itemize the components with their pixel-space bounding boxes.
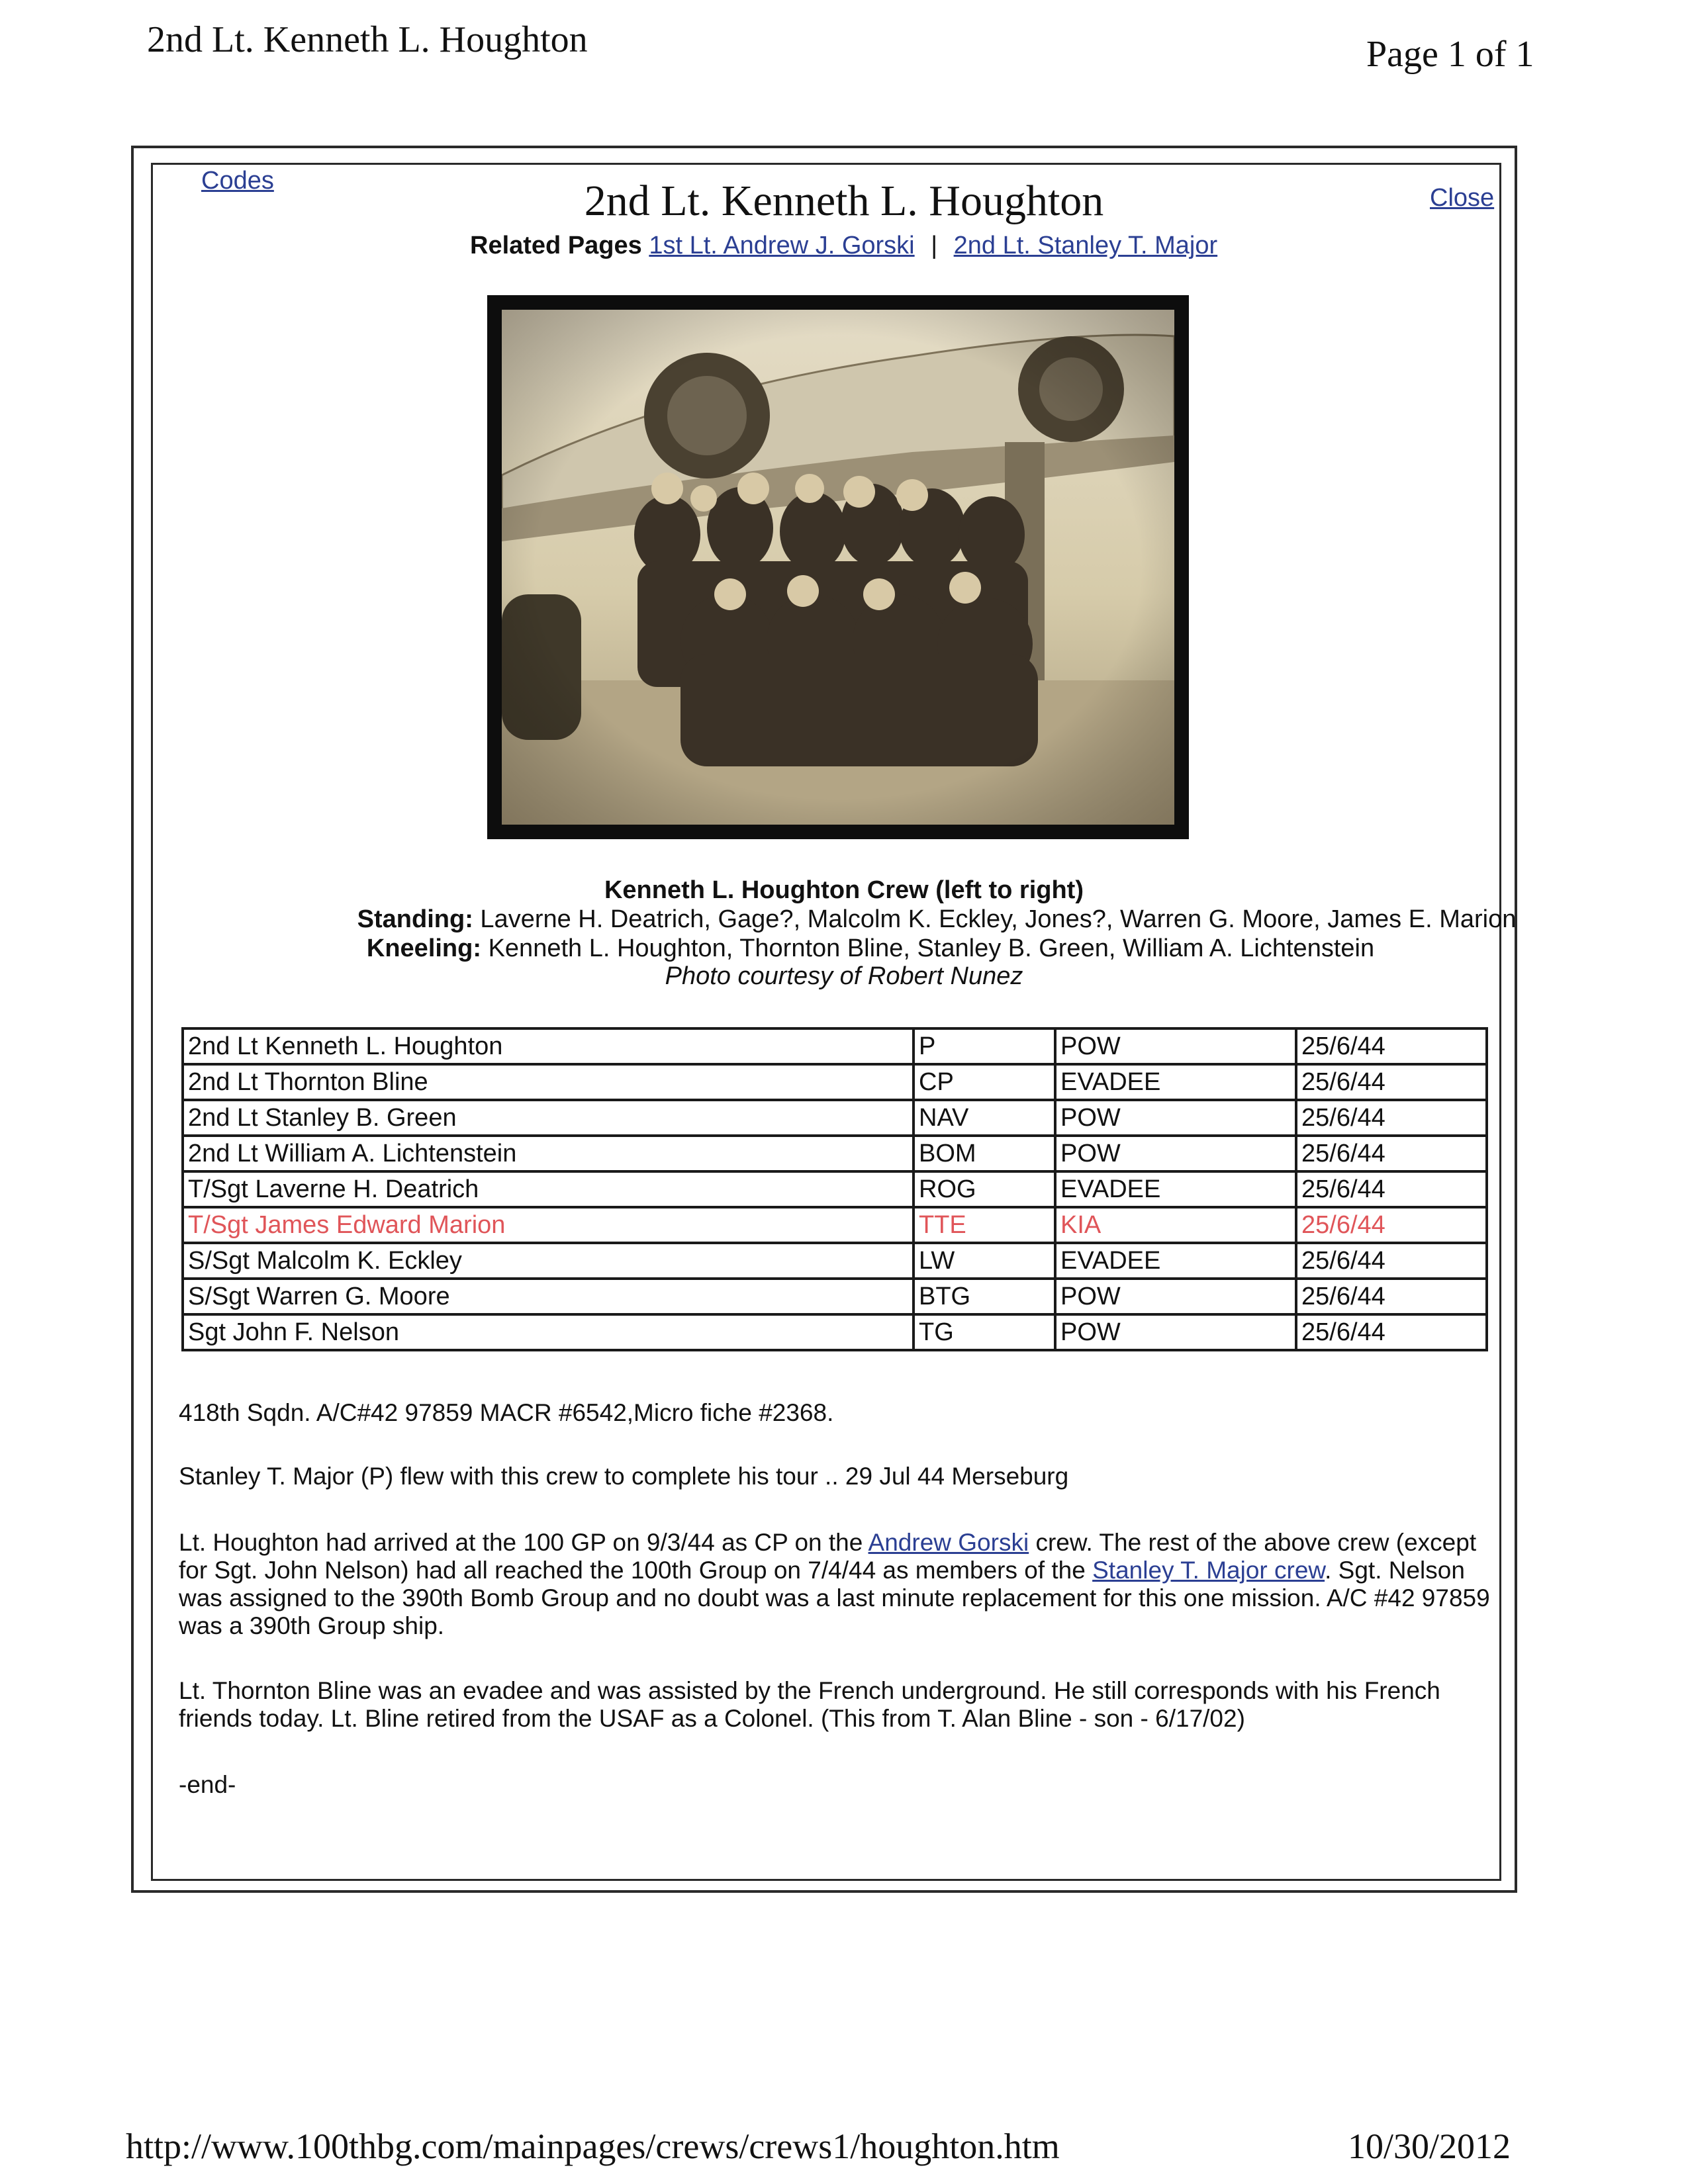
related-link-major[interactable]: 2nd Lt. Stanley T. Major	[953, 232, 1218, 259]
print-header-page-number: Page 1 of 1	[1366, 34, 1534, 75]
crew-row	[183, 1100, 1487, 1136]
standing-names: Laverne H. Deatrich, Gage?, Malcolm K. Eckley, Jones?, Warren G. Moore, James E. Marion	[480, 905, 1517, 933]
crew-date: 25/6/44	[1296, 1171, 1487, 1207]
crew-photo-image	[502, 310, 1174, 825]
crew-date: 25/6/44	[1296, 1028, 1487, 1064]
major-note: Stanley T. Major (P) flew with this crew to complete his tour .. 29 Jul 44 Merseburg	[179, 1463, 1069, 1490]
kneeling-names: Kenneth L. Houghton, Thornton Bline, Stanley B. Green, William A. Lichtenstein	[488, 934, 1375, 962]
crew-date: 25/6/44	[1296, 1100, 1487, 1136]
crew-row	[183, 1243, 1487, 1279]
standing-label: Standing:	[357, 905, 473, 933]
crew-row	[183, 1279, 1487, 1314]
houghton-history	[179, 1529, 1496, 1640]
crew-name: 2nd Lt Stanley B. Green	[183, 1100, 914, 1136]
crew-status: POW	[1055, 1100, 1296, 1136]
crew-row-kia	[183, 1207, 1487, 1243]
crew-row	[183, 1136, 1487, 1171]
crew-name: T/Sgt Laverne H. Deatrich	[183, 1171, 914, 1207]
history-text-b: crew. The rest of the above crew (except for Sgt. John Nelson) had all reached the 100th Group on 7/4/44 as members of the	[179, 1529, 1477, 1584]
aircraft-info: 418th Sqdn. A/C#42 97859 MACR #6542,Micro fiche #2368.	[179, 1399, 834, 1426]
history-text-a: Lt. Houghton had arrived at the 100 GP on 9/3/44 as CP on the	[179, 1529, 868, 1556]
crew-status: KIA	[1055, 1207, 1296, 1243]
crew-row	[183, 1064, 1487, 1100]
crew-position: TG	[914, 1314, 1055, 1350]
crew-position: BTG	[914, 1279, 1055, 1314]
crew-status: POW	[1055, 1314, 1296, 1350]
print-footer-date: 10/30/2012	[1348, 2126, 1511, 2166]
crew-date: 25/6/44	[1296, 1279, 1487, 1314]
photo-caption-kneeling	[26, 934, 1688, 963]
crew-name: 2nd Lt Kenneth L. Houghton	[183, 1028, 914, 1064]
crew-date: 25/6/44	[1296, 1243, 1487, 1279]
crew-row	[183, 1028, 1487, 1064]
crew-photo	[487, 295, 1189, 839]
crew-position: ROG	[914, 1171, 1055, 1207]
print-footer-url: http://www.100thbg.com/mainpages/crews/crews1/houghton.htm	[126, 2126, 1060, 2166]
crew-position: BOM	[914, 1136, 1055, 1171]
codes-link[interactable]: Codes	[201, 167, 274, 195]
related-pages	[470, 232, 1217, 260]
crew-position: NAV	[914, 1100, 1055, 1136]
crew-name: T/Sgt James Edward Marion	[183, 1207, 914, 1243]
crew-name: Sgt John F. Nelson	[183, 1314, 914, 1350]
crew-name: S/Sgt Malcolm K. Eckley	[183, 1243, 914, 1279]
crew-position: TTE	[914, 1207, 1055, 1243]
crew-name: S/Sgt Warren G. Moore	[183, 1279, 914, 1314]
crew-date: 25/6/44	[1296, 1136, 1487, 1171]
crew-status: POW	[1055, 1279, 1296, 1314]
close-link[interactable]: Close	[1430, 184, 1495, 212]
crew-name: 2nd Lt William A. Lichtenstein	[183, 1136, 914, 1171]
crew-position: CP	[914, 1064, 1055, 1100]
kneeling-label: Kneeling:	[366, 934, 482, 962]
photo-credit: Photo courtesy of Robert Nunez	[665, 962, 1023, 990]
crew-status: EVADEE	[1055, 1243, 1296, 1279]
related-separator: |	[931, 232, 938, 259]
crew-row	[183, 1171, 1487, 1207]
crew-date: 25/6/44	[1296, 1064, 1487, 1100]
crew-row	[183, 1314, 1487, 1350]
crew-table	[181, 1027, 1488, 1351]
end-marker: -end-	[179, 1771, 236, 1798]
crew-status: EVADEE	[1055, 1171, 1296, 1207]
crew-status: POW	[1055, 1028, 1296, 1064]
history-text-c: . Sgt. Nelson was assigned to the 390th Bomb Group and no doubt was a last minute replacement for this one mission. A/C #42 97859 was a 390th Group ship.	[179, 1557, 1490, 1639]
stanley-major-crew-link[interactable]: Stanley T. Major crew	[1092, 1557, 1325, 1584]
page-title: 2nd Lt. Kenneth L. Houghton	[584, 177, 1104, 225]
crew-status: EVADEE	[1055, 1064, 1296, 1100]
photo-caption-standing	[93, 905, 1688, 934]
crew-name: 2nd Lt Thornton Bline	[183, 1064, 914, 1100]
bline-note: Lt. Thornton Bline was an evadee and was assisted by the French underground. He still corresponds with his French friends today. Lt. Bline retired from the USAF as a Colonel. (This from T. Alan Bline - son - 6/17/02)	[179, 1677, 1440, 1732]
crew-date: 25/6/44	[1296, 1207, 1487, 1243]
print-header-title: 2nd Lt. Kenneth L. Houghton	[147, 19, 588, 60]
andrew-gorski-link[interactable]: Andrew Gorski	[868, 1529, 1029, 1556]
crew-position: P	[914, 1028, 1055, 1064]
crew-position: LW	[914, 1243, 1055, 1279]
photo-caption-heading: Kenneth L. Houghton Crew (left to right)	[604, 876, 1084, 904]
crew-date: 25/6/44	[1296, 1314, 1487, 1350]
related-pages-label: Related Pages	[470, 232, 642, 259]
related-link-gorski[interactable]: 1st Lt. Andrew J. Gorski	[649, 232, 915, 259]
crew-status: POW	[1055, 1136, 1296, 1171]
